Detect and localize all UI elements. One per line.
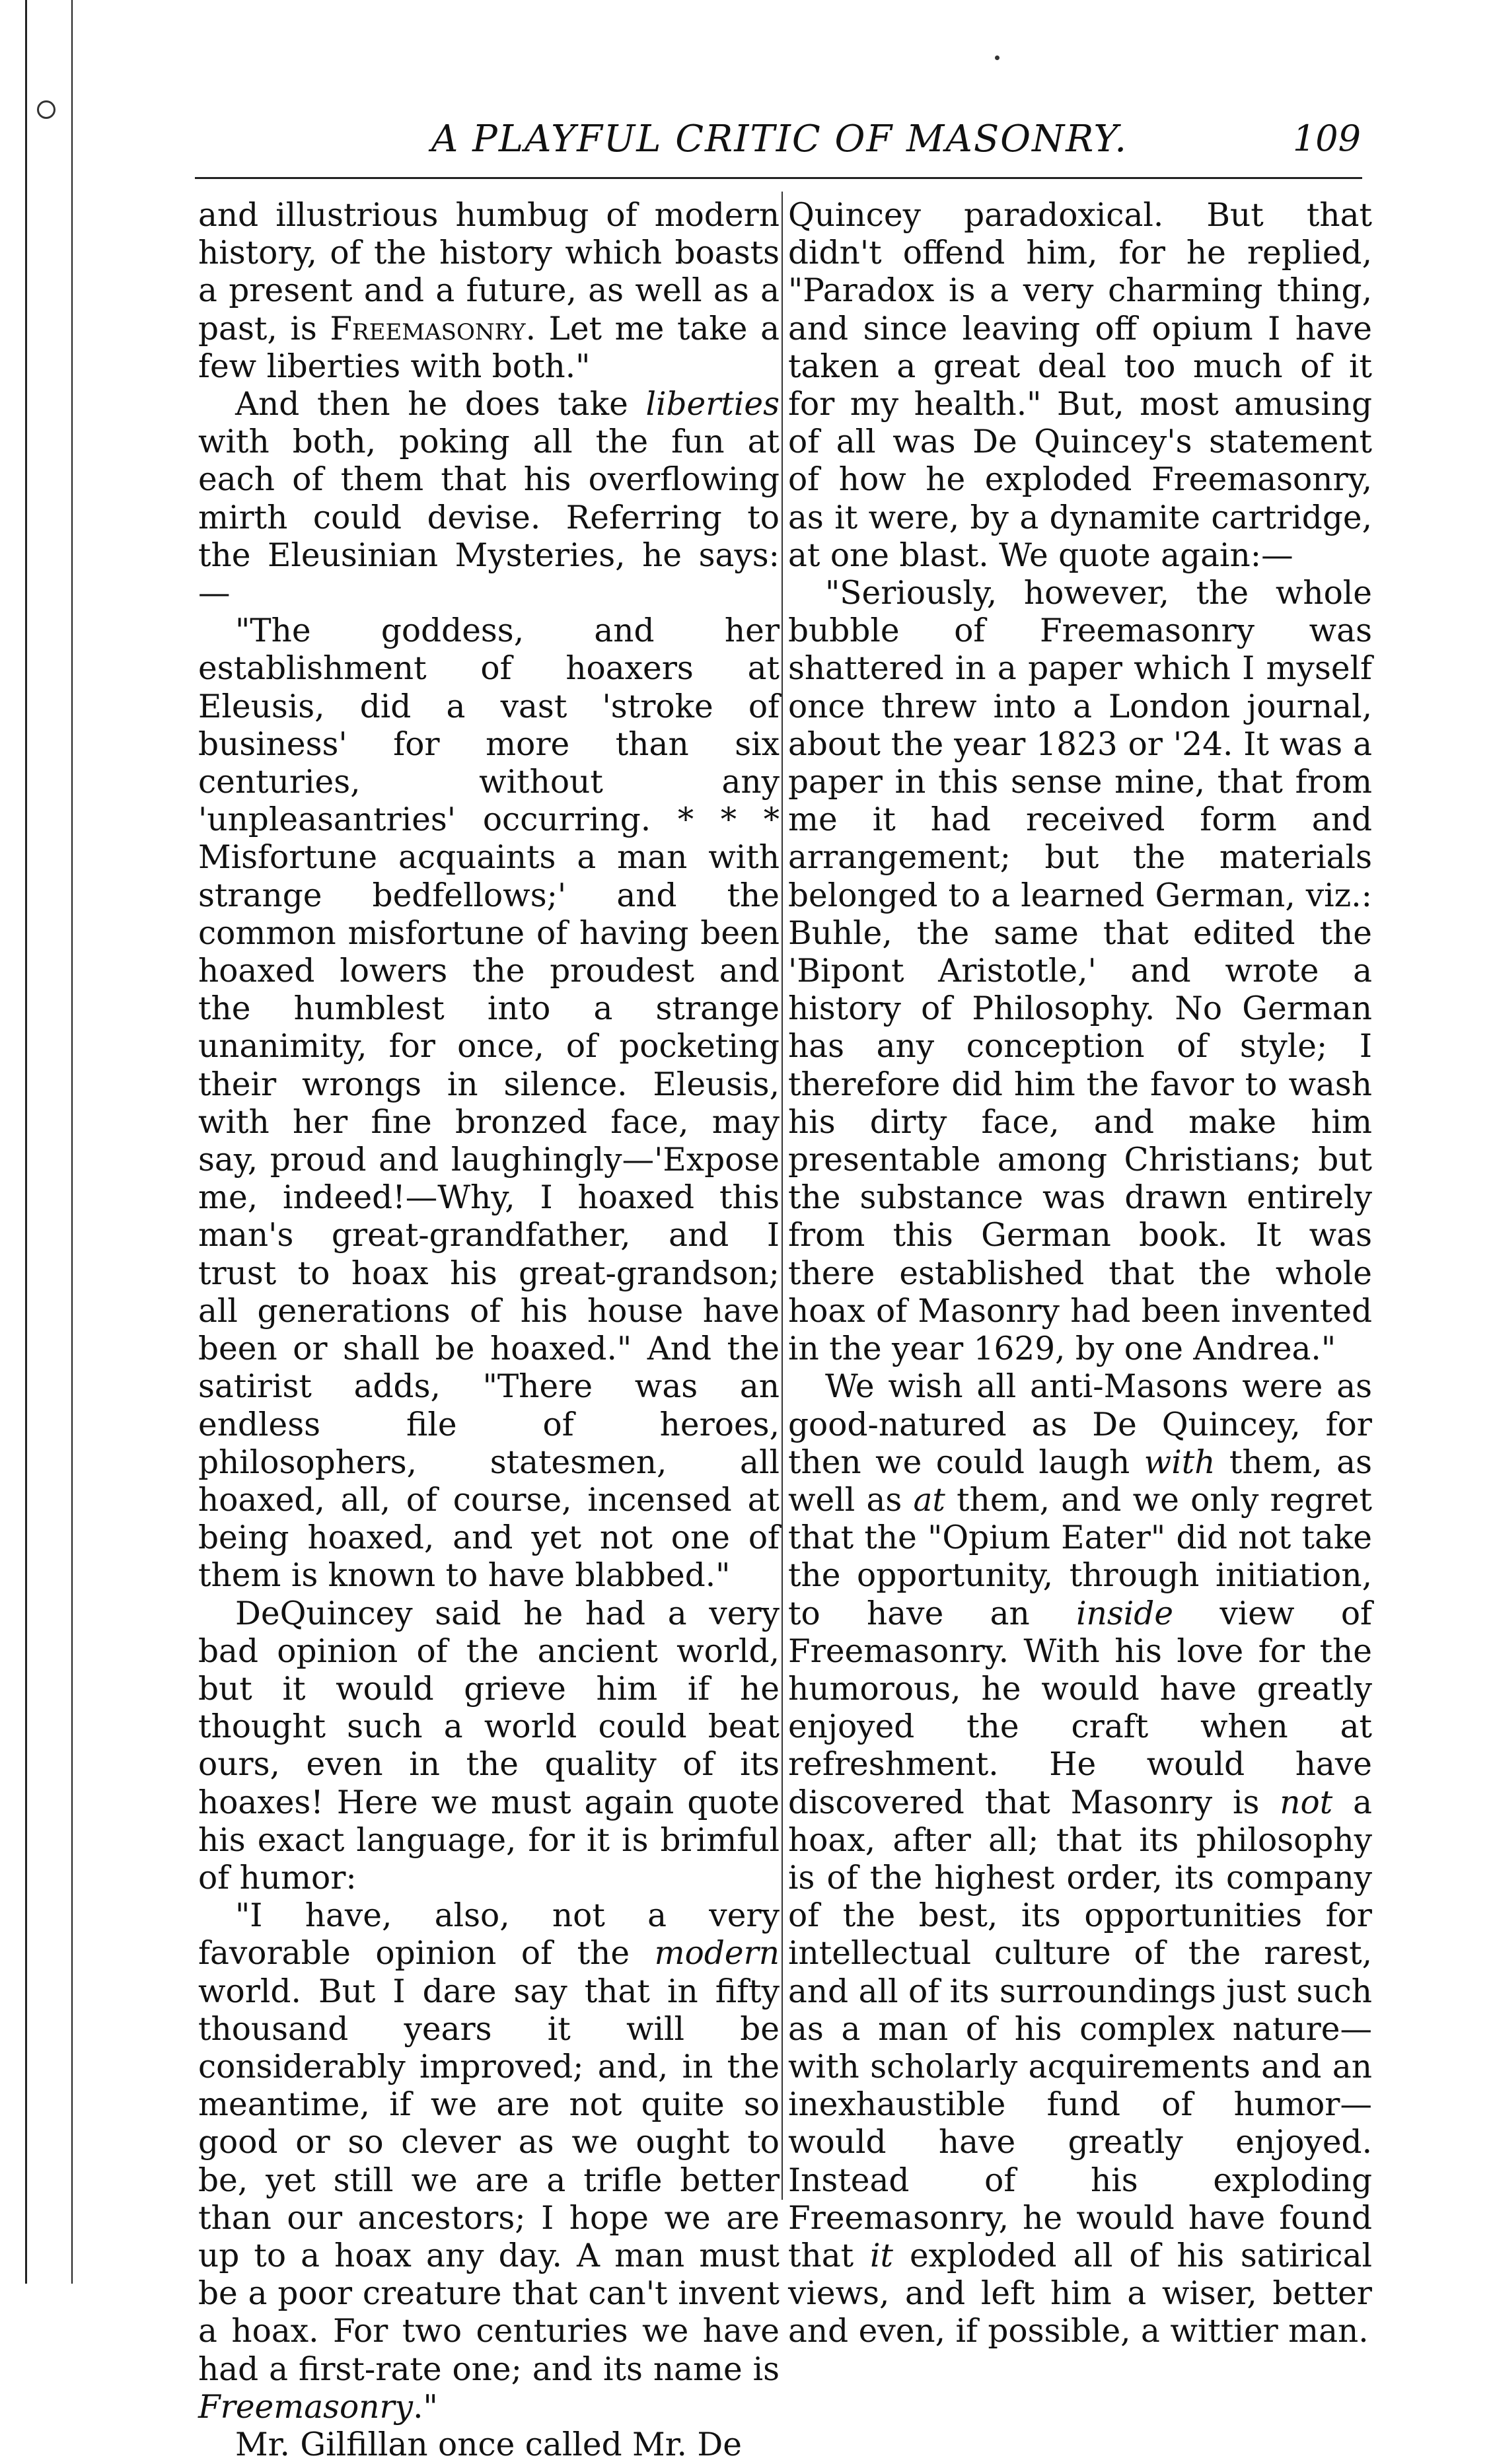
text-run: We wish all anti-Masons were as good-natured as De Quincey, for then we could laugh <box>788 1368 1372 1481</box>
paragraph <box>198 386 780 612</box>
text-run: them, as well as <box>788 1443 1372 1519</box>
text-run: ." <box>413 2388 438 2426</box>
page-number: 109 <box>1292 118 1361 159</box>
paragraph <box>198 612 780 1595</box>
binding-rule-outer <box>25 0 27 2284</box>
styled-text: Freemasonry <box>330 310 526 347</box>
text-run: "I have, also, not a very favorable opinion of the <box>198 1897 780 1973</box>
styled-text: inside <box>1076 1595 1174 1632</box>
paragraph <box>198 2426 780 2464</box>
paragraph <box>198 197 780 386</box>
header-rule <box>195 177 1362 179</box>
styled-text: with <box>1144 1443 1216 1481</box>
text-run: exploded all of his satirical views, and left him a wiser, better and even, if possible, a wittier man. <box>788 2237 1372 2350</box>
text-run: view of Freemasonry. With his love for the humorous, he would have greatly enjoyed the craft when at refreshment. He would have discovered that Masonry is <box>788 1595 1372 1821</box>
styled-text: liberties <box>645 386 780 423</box>
styled-text: it <box>870 2237 894 2274</box>
styled-text: not <box>1280 1784 1333 1821</box>
text-run: "Seriously, however, the whole bubble of Freemasonry was shattered in a paper which I myself once threw into a London journal, about the year 1823 or '24. It was a paper in this sense mine, that from me it had received form and arrangement; but the materials belonged to a learned German, viz.: Buhle, the same that edited the 'Bipont Aristotle,' and wrote a history of Philosophy. No German has any conception of style; I therefore did him the favor to wash his dirty face, and make him presentable among Christians; but the substance was drawn entirely from this German book. It was there established that the whole hoax of Masonry had been invented in the year 1629, by one Andrea." <box>788 575 1372 1368</box>
left-column <box>198 197 780 2464</box>
text-run: with both, poking all the fun at each of them that his overflowing mirth could devise. Referring to the Eleusinian Mysteries, he says:— <box>198 423 780 612</box>
text-run: DeQuincey said he had a very bad opinion of the ancient world, but it would grieve him if he thought such a world could beat ours, even in the quality of its hoaxes! Here we must again quote his exact language, for it is brimful of humor: <box>198 1595 780 1897</box>
print-speck <box>995 55 1000 60</box>
text-run: and illustrious humbug of modern history, of the history which boasts a present and a future, as well as a past, is <box>198 197 780 347</box>
paragraph <box>788 1368 1372 2350</box>
running-head <box>198 118 1361 164</box>
styled-text: Freemasonry <box>198 2388 414 2426</box>
text-run: "The goddess, and her establishment of hoaxers at Eleusis, did a vast 'stroke of business' for more than six centuries, without any 'unpleasantries' occurring. * * * Misfortune acquaints a man with strange bedfellows;' and the common misfortune of having been hoaxed lowers the proudest and the humblest into a strange unanimity, for once, of pocketing their wrongs in silence. Eleusis, with her fine bronzed face, may say, proud and laughingly—'Expose me, indeed!—Why, I hoaxed this man's great-grandfather, and I trust to hoax his great-grandson; all generations of his house have been or shall be hoaxed." And the satirist adds, "There was an endless file of heroes, philosophers, statesmen, all hoaxed, all, of course, incensed at being hoaxed, and yet not one of them is known to have blabbed." <box>198 612 780 1595</box>
text-run: Quincey paradoxical. But that didn't offend him, for he replied, "Paradox is a very charming thing, and since leaving off opium I have taken a great deal too much of it for my health." But, most amusing of all was De Quincey's statement of how he exploded Freemasonry, as it were, by a dynamite cartridge, at one blast. We quote again:— <box>788 197 1372 574</box>
text-run: And then he does take <box>235 386 646 423</box>
text-run: . Let me take a few liberties with both." <box>198 310 780 385</box>
text-run: them, and we only regret that the "Opium Eater" did not take the opportunity, through initiation, to have an <box>788 1481 1372 1632</box>
binding-rule-inner <box>71 0 73 2284</box>
paragraph <box>788 197 1372 575</box>
right-column <box>788 197 1372 2351</box>
text-run: Mr. Gilfillan once called Mr. De <box>235 2426 742 2463</box>
styled-text: at <box>913 1481 945 1519</box>
text-run: world. But I dare say that in fifty thousand years it will be considerably improved; and, in the meantime, if we are not quite so good or so clever as we ought to be, yet still we are a trifle better than our ancestors; I hope we are up to a hoax any day. A man must be a poor creature that can't invent a hoax. For two centuries we have had a first-rate one; and its name is <box>198 1973 780 2388</box>
binding-hole <box>37 100 55 119</box>
text-run: a hoax, after all; that its philosophy is of the highest order, its company of the best, its opportunities for intellectual culture of the rarest, and all of its surroundings just such as a man of his complex nature—with scholarly acquirements and an inexhaustible fund of humor—would have greatly enjoyed. Instead of his exploding Freemasonry, he would have found that <box>788 1784 1372 2274</box>
column-divider <box>782 192 783 2200</box>
paragraph <box>198 1595 780 1898</box>
paragraph <box>788 575 1372 1368</box>
running-title: A PLAYFUL CRITIC OF MASONRY. <box>431 118 1128 161</box>
paragraph <box>198 1897 780 2426</box>
styled-text: modern <box>654 1935 780 1973</box>
